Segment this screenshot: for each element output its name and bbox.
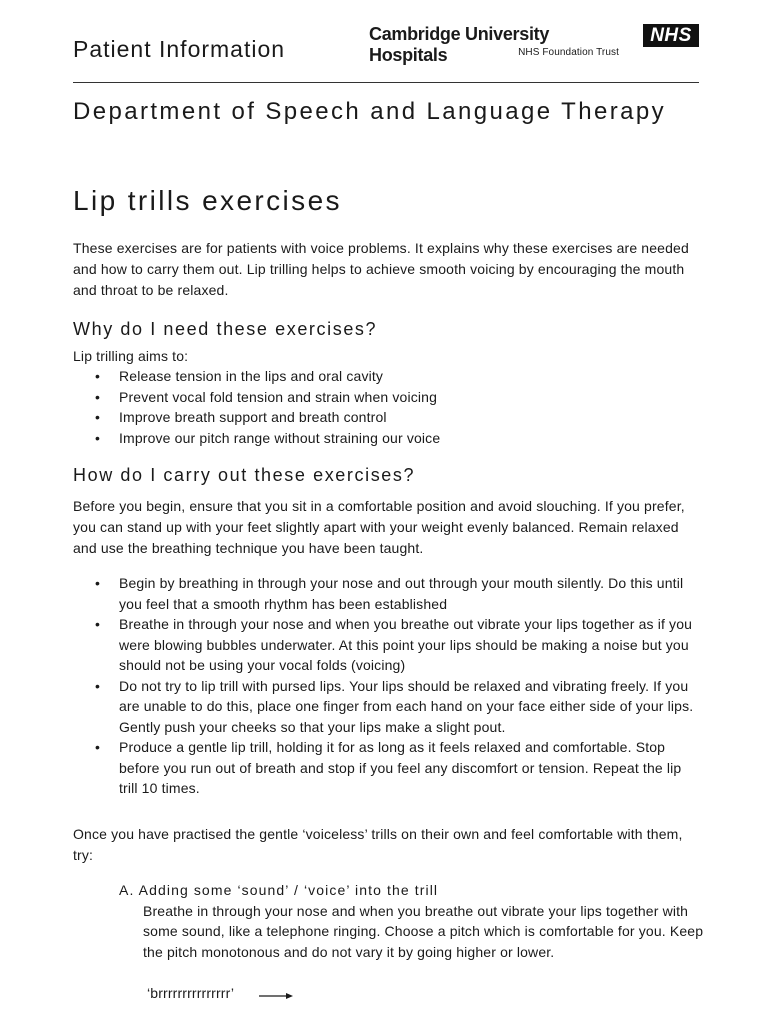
list-item: • Release tension in the lips and oral cavity bbox=[73, 366, 695, 387]
how-heading: How do I carry out these exercises? bbox=[73, 465, 416, 485]
list-item: • Breathe in through your nose and when you breathe out vibrate your lips together as if you were blowing bubbles underwater. At this point your lips should be making a noise but you should not be using your vocal folds (voicing) bbox=[73, 614, 695, 676]
option-a-body: Breathe in through your nose and when you breathe out vibrate your lips together with some sound, like a telephone ringing. Choose a pitch which is comfortable for you. Keep the pitch monotonous and do not vary it by going higher or lower. bbox=[143, 902, 704, 960]
trust-name: Cambridge University Hospitals bbox=[369, 24, 550, 65]
department-title: Department of Speech and Language Therapy bbox=[73, 98, 666, 125]
arrow-right-icon bbox=[259, 992, 293, 1000]
why-heading: Why do I need these exercises? bbox=[73, 319, 378, 339]
list-item: • Produce a gentle lip trill, holding it for as long as it feels relaxed and comfortable. Stop before you run out of breath and stop if you feel any discomfort or tension. Repeat the lip trill 10 times. bbox=[73, 737, 695, 799]
how-intro: Before you begin, ensure that you sit in a comfortable position and avoid slouching. If you prefer, you can stand up with your feet slightly apart with your weight evenly balanced. Remain relaxed and use the breathing technique you have been taught. bbox=[73, 498, 685, 556]
trust-subtitle: NHS Foundation Trust bbox=[518, 47, 619, 58]
header-divider bbox=[73, 82, 699, 83]
why-list bbox=[73, 366, 695, 448]
intro-paragraph: These exercises are for patients with voice problems. It explains why these exercises are needed and how to carry them out. Lip trilling helps to achieve smooth voicing by encouraging the mouth and throat to be relaxed. bbox=[73, 240, 689, 298]
after-paragraph: Once you have practised the gentle ‘voiceless’ trills on their own and feel comfortable with them, try: bbox=[73, 826, 683, 863]
list-item: • Prevent vocal fold tension and strain when voicing bbox=[73, 387, 695, 408]
patient-information-label: Patient Information bbox=[73, 36, 286, 62]
trust-branding bbox=[369, 24, 699, 64]
page-header bbox=[73, 24, 699, 70]
list-item: • Do not try to lip trill with pursed lips. Your lips should be relaxed and vibrating freely. If you are unable to do this, place one finger from each hand on your face either side of your lips. Gently push your cheeks so that your lips make a slight pout. bbox=[73, 676, 695, 738]
nhs-logo: NHS bbox=[643, 24, 699, 47]
list-item: • Improve our pitch range without straining our voice bbox=[73, 428, 695, 449]
trill-sound-example: ‘brrrrrrrrrrrrrrr’ bbox=[147, 985, 235, 1001]
page-title: Lip trills exercises bbox=[73, 185, 342, 216]
option-a bbox=[119, 880, 709, 962]
why-lead: Lip trilling aims to: bbox=[73, 348, 189, 364]
list-item: • Begin by breathing in through your nose and out through your mouth silently. Do this until you feel that a smooth rhythm has been established bbox=[73, 573, 695, 614]
list-item: • Improve breath support and breath control bbox=[73, 407, 695, 428]
option-a-heading: A. Adding some ‘sound’ / ‘voice’ into the trill bbox=[119, 882, 439, 898]
how-list bbox=[73, 573, 695, 799]
